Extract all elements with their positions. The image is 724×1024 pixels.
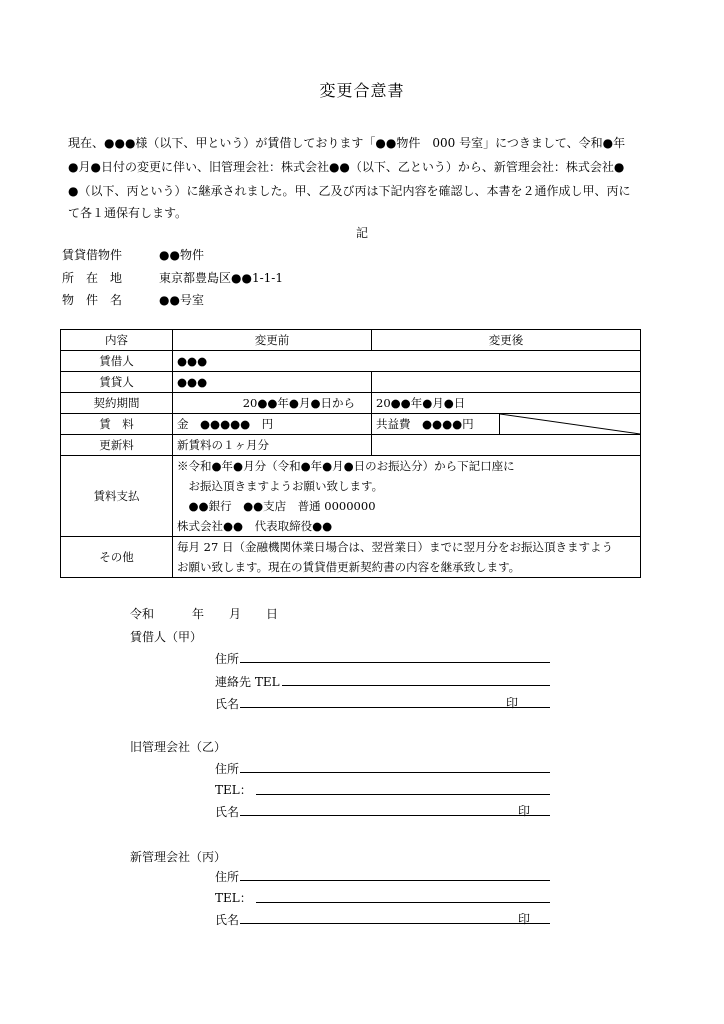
other-line: お願い致します。現在の賃貸借更新契約書の内容を継承致します。 — [177, 560, 521, 574]
payment-line: 株式会社●● 代表取締役●● — [177, 519, 333, 533]
period-to: 20●●年●月●日 — [372, 393, 641, 414]
payment-label: 賃料支払 — [61, 456, 173, 537]
rent-value: 金 ●●●●● 円 — [173, 414, 372, 435]
old-manager-tel-line[interactable] — [256, 794, 550, 795]
rent-label: 賃 料 — [61, 414, 173, 435]
old-manager-name-line[interactable] — [240, 815, 550, 816]
new-manager-address-label: 住所 — [215, 870, 240, 884]
other-line: 毎月 27 日（金融機関休業日場合は、翌営業日）までに翌月分をお振込頂きますよう — [177, 540, 613, 554]
tenant-address-line[interactable] — [240, 662, 550, 663]
renewal-value: 新賃料の１ヶ月分 — [173, 435, 372, 456]
party-title-new-manager: 新管理会社（丙） — [130, 850, 227, 864]
landlord-after — [372, 372, 641, 393]
payment-line: お振込頂きますようお願い致します。 — [177, 479, 384, 493]
table-row — [61, 435, 641, 456]
intro-line-3: ●（以下、丙という）に継承されました。甲、乙及び丙は下記内容を確認し、本書を２通作成し甲、丙に — [68, 184, 631, 198]
table-row — [61, 537, 641, 578]
period-label: 契約期間 — [61, 393, 173, 414]
intro-line-2: ●月●日付の変更に伴い、旧管理会社：株式会社●●（以下、乙という）から、新管理会社：株式会社● — [68, 160, 625, 174]
room-label: 物 件 名 — [62, 293, 123, 307]
new-manager-tel-line[interactable] — [256, 902, 550, 903]
period-from: 20●●年●月●日から — [173, 393, 372, 414]
intro-line-4: て各１通保有します。 — [68, 206, 188, 220]
old-manager-address-label: 住所 — [215, 762, 240, 776]
party-title-tenant: 賃借人（甲） — [130, 630, 203, 644]
common-fee: 共益費 ●●●●円 — [372, 414, 500, 435]
old-manager-seal: 印 — [518, 804, 531, 818]
renewal-label: 更新料 — [61, 435, 173, 456]
tenant-value: ●●● — [173, 351, 641, 372]
date-day: 日 — [266, 607, 279, 621]
table-row — [61, 351, 641, 372]
tenant-name-line[interactable] — [240, 707, 550, 708]
new-manager-tel-label: TEL： — [215, 891, 252, 905]
payment-line: ※令和●年●月分（令和●年●月●日のお振込分）から下記口座に — [177, 459, 515, 473]
table-row — [61, 456, 641, 537]
old-manager-name-label: 氏名 — [215, 805, 240, 819]
address-label: 所 在 地 — [62, 271, 123, 285]
date-era: 令和 — [130, 607, 155, 621]
date-month: 月 — [229, 607, 242, 621]
change-table — [60, 329, 641, 578]
table-row — [61, 372, 641, 393]
ki-heading: 記 — [355, 226, 368, 240]
document-title: 変更合意書 — [319, 81, 405, 100]
tenant-tel-line[interactable] — [282, 685, 550, 686]
intro-line-1: 現在、●●●様（以下、甲という）が賃借しております「●●物件 000 号室」につきまして、令和●年 — [68, 136, 626, 150]
room-value: ●●号室 — [159, 293, 204, 307]
table-header-row — [61, 330, 641, 351]
property-label: 賃貸借物件 — [62, 248, 123, 262]
header-before: 変更前 — [173, 330, 372, 351]
address-value: 東京都豊島区●●1-1-1 — [159, 271, 283, 285]
party-title-old-manager: 旧管理会社（乙） — [130, 740, 227, 754]
table-row — [61, 393, 641, 414]
table-row — [61, 414, 641, 435]
tenant-seal: 印 — [506, 696, 519, 710]
other-details — [173, 537, 641, 578]
property-value: ●●物件 — [159, 248, 204, 262]
landlord-value: ●●● — [173, 372, 372, 393]
new-manager-seal: 印 — [518, 912, 531, 926]
payment-details — [173, 456, 641, 537]
landlord-label: 賃貸人 — [61, 372, 173, 393]
blank-diagonal-cell — [500, 414, 641, 435]
date-year: 年 — [192, 607, 205, 621]
new-manager-name-line[interactable] — [240, 923, 550, 924]
payment-line: ●●銀行 ●●支店 普通 0000000 — [177, 499, 376, 513]
header-after: 変更後 — [372, 330, 641, 351]
old-manager-tel-label: TEL： — [215, 783, 252, 797]
tenant-tel-label: 連絡先 TEL — [215, 675, 280, 689]
tenant-address-label: 住所 — [215, 652, 240, 666]
new-manager-address-line[interactable] — [240, 880, 550, 881]
tenant-name-label: 氏名 — [215, 697, 240, 711]
other-label: その他 — [61, 537, 173, 578]
diagonal-line — [500, 414, 640, 434]
tenant-label: 賃借人 — [61, 351, 173, 372]
new-manager-name-label: 氏名 — [215, 913, 240, 927]
header-item: 内容 — [61, 330, 173, 351]
renewal-after — [372, 435, 641, 456]
old-manager-address-line[interactable] — [240, 772, 550, 773]
